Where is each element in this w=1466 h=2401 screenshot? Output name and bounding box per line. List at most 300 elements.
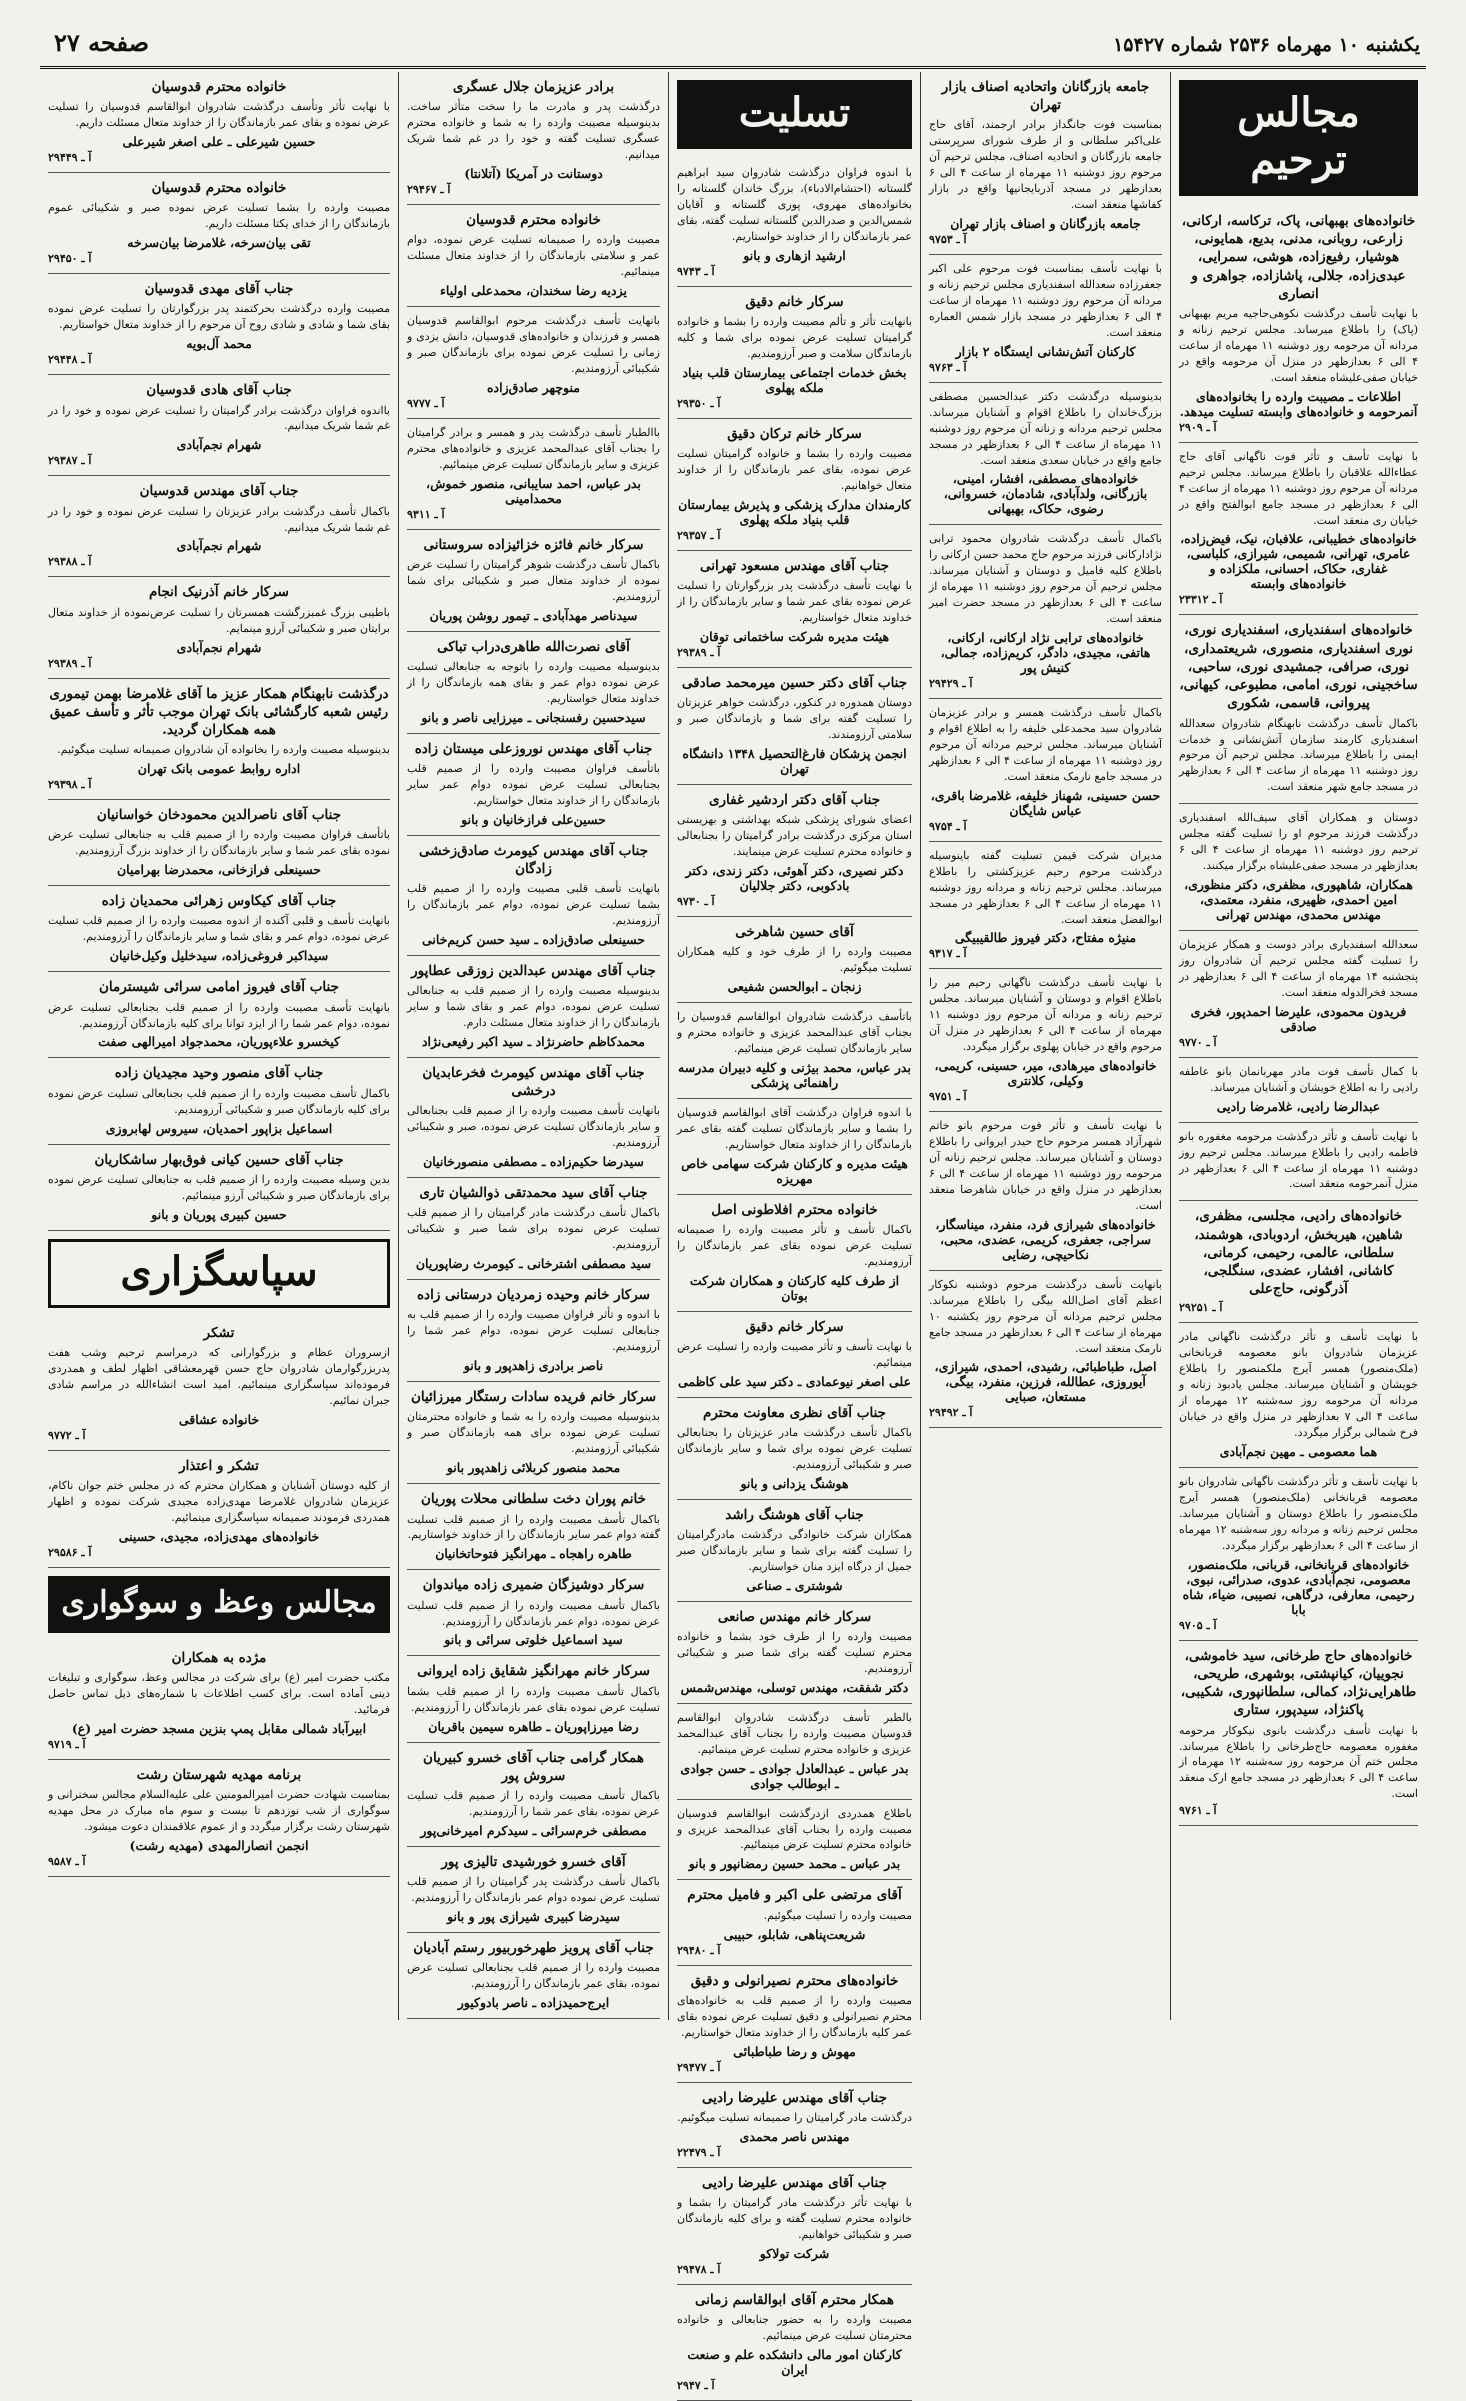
notice-item	[677, 1800, 912, 1881]
notice-body: باکمال تأسف مصیبت وارده را از صمیم قلب بشما تسلیت عرض نموده بقای عمر بازماندگان را آرزومندیم.	[407, 1684, 660, 1714]
notice-code: آ ـ ۲۹۴۸۰	[677, 1943, 721, 1957]
notice-code: آ ـ ۹۷۵۴	[929, 819, 967, 833]
notice-body: باکمال تأسف درگذشت نابهنگام شادروان سعدالله اسفندیاری کارمند سازمان آتش‌نشانی و خدمات ایمنی را باطلاع میرساند. مجلس ترحیم آن مرحوم روز دوشنبه ۱۱ مهرماه از ساعت ۴ الی ۶ بعدازظهر در مسجد جامع شهر منعقد است.	[1179, 716, 1418, 794]
notice-item	[48, 173, 390, 274]
notice-item	[929, 383, 1162, 526]
notice-item	[929, 699, 1162, 842]
notice-body: مکتب حضرت امیر (ع) برای شرکت در مجالس وعظ، سوگواری و تبلیغات دینی آماده است. برای کسب اطلاعات با شماره‌های ذیل تماس حاصل فرمائید.	[48, 1670, 390, 1716]
notice-signature: تقی بیان‌سرخه، غلامرضا بیان‌سرخه	[127, 235, 311, 251]
notice-item	[407, 1570, 660, 1656]
notice-item	[1179, 615, 1418, 804]
notice-body: با نهایت تأسف و تأثر درگذشت ناگهانی مادر عزیزمان شادروان بانو معصومه قربانخانی (ملک‌منصور) همسر آیرج ملکمنصور را باطلاع خویشان و آشنایان میرساند. مجلس یادبود زنانه و مردانه آن مرحومه روز سه‌شنبه ۱۲ مهرماه از ساعت ۴ الی ۷ بعدازظهر در منزل واقع در خیابان فرخ شمالی برگزار میگردد.	[1179, 1330, 1419, 1440]
notice-code: آ ـ ۹۷۱۹	[48, 1737, 86, 1751]
notice-code: آ ـ ۲۹۳۹۸	[48, 778, 92, 792]
notice-body: مصیبت وارده را به حضور جنابعالی و خانواده محترمتان تسلیت عرض مینمائیم.	[677, 2313, 912, 2342]
notice-item	[48, 972, 390, 1058]
notice-signature: زنجان ـ ابوالحسن شفیعی	[727, 978, 862, 994]
notice-item	[407, 205, 660, 307]
notice-signature: سیداکبر فروغی‌زاده، سیدخلیل وکیل‌خانیان	[109, 948, 329, 964]
notice-signature: هیئت مدیره و کارکنان شرکت سهامی خاص مهریزه	[681, 1155, 908, 1186]
notice-body: با نهایت تأسف درگذشت پدر بزرگوارتان را تسلیت عرض نموده بقای عمر شما و سایر بازماندگان را از خداوند متعال خواستاریم.	[677, 578, 912, 624]
notice-title: جناب آقای کیکاوس زهرائی محمدیان زاده	[101, 893, 337, 910]
notice-code: آ ـ ۹۷۵۱	[929, 1090, 967, 1104]
notice-body: بدین وسیله مصیبت وارده را از صمیم قلب به جنابعالی تسلیت عرض نموده برای بازماندگان صبر و شکیبائی آرزو مینمائیم.	[48, 1172, 390, 1202]
notice-title: خانواده محترم افلاطونی اصل	[711, 1201, 878, 1218]
notice-item	[407, 956, 660, 1058]
notice-item	[48, 1760, 390, 1877]
notice-title: سرکار خانم ترکان دقیق	[727, 425, 862, 442]
notice-signature: اطلاعات ـ مصیبت وارده را بخانواده‌های آنمرحومه و خانواده‌های وابسته تسلیت میدهد.	[1179, 388, 1418, 419]
notice-code: آ ـ ۲۹۰۹	[1179, 420, 1217, 434]
notice-item	[407, 1484, 660, 1570]
column-1	[1170, 72, 1426, 2020]
notice-code: آ ـ ۲۹۴۹۲	[929, 1406, 973, 1420]
notice-signature: فریدون محمودی، علیرضا احمدپور، فخری صادقی	[1190, 1003, 1407, 1034]
notice-title: خانواده محترم قدوسیان	[151, 180, 287, 197]
notice-signature: بدر عباس، احمد سایبانی، منصور خموش، محمدامینی	[426, 475, 641, 506]
notice-code: آ ـ ۲۹۴۷۸	[677, 2262, 721, 2276]
notice-title: جناب آقای دکتر حسین میرمحمد صادقی	[681, 674, 908, 691]
notice-item	[407, 1382, 660, 1484]
notice-title: سرکار خانم آذرنیک انجام	[148, 584, 289, 601]
notice-signature: شریعت‌پناهی، شابلو، حبیبی	[723, 1926, 866, 1942]
notice-signature: حسین کبیری پوریان و بانو	[151, 1206, 287, 1222]
notice-signature: ابیرآباد شمالی مقابل پمپ بنزین مسجد حضرت امیر (ع)	[71, 1720, 367, 1736]
notice-body: باطیبی بزرگ غمبزرگشت همسرتان را تسلیت عرض‌نموده از خداوند متعال برایتان صبر و شکیبائی آرزو مینمایم.	[48, 605, 390, 635]
notice-body: بدینوسیله مصیبت وارده را از صمیم قلب به جنابعالی تسلیت عرض نموده، دوام عمر و بقای شما و سایر بازماندگان را از خداوند متعال مسئلت دارم.	[407, 984, 660, 1029]
notice-item	[407, 1280, 660, 1382]
notice-code: آ ـ ۲۹۴۶۷	[407, 182, 451, 196]
notice-title: جناب آقای منصور وحید مجیدیان زاده	[114, 1065, 324, 1082]
notice-signature: خانواده‌های مهدی‌زاده، مجیدی، حسینی	[118, 1528, 320, 1544]
page-number: صفحه ۲۷	[54, 28, 150, 57]
notice-body: باتأسف درگذشت شادروان ابوالقاسم قدوسیان را بجناب آقای عبدالمحمد عزیزی و خانواده محترم و سایر بازماندگان تسلیت عرض مینمائیم.	[677, 1009, 912, 1055]
notice-title: سرکار خانم مهندس صانعی	[717, 1608, 872, 1625]
notice-signature: اسماعیل بزاپور احمدیان، سیروس لهابروزی	[105, 1120, 333, 1136]
notice-body: مصیبت وارده را از طرف خود و کلیه همکاران تسلیت میگوئیم.	[677, 945, 912, 974]
notice-body: با نهایت تأثر درگذشت مادر گرامیتان را بشما و خانواده محترم تسلیت گفته و برای کلیه بازماندگان صبر و شکیبائی خواهانیم.	[677, 2195, 912, 2241]
notice-body: باتأسف فراوان مصیبت وارده را از صمیم قلب بجنابعالی تسلیت عرض نموده دوام عمر سایر بازماندگان را از خداوند متعال خواستاریم.	[407, 761, 660, 807]
notice-signature: شهرام نجم‌آبادی	[176, 639, 262, 655]
notice-signature: بخش خدمات اجتماعی بیمارستان قلب بنیاد ملکه پهلوی	[682, 364, 907, 395]
notice-signature: حسن حسینی، شهناز خلیفه، غلامرضا باقری، عباس شایگان	[930, 787, 1161, 818]
notice-item	[1179, 1468, 1418, 1641]
notice-item	[677, 1602, 912, 1704]
notice-item	[407, 530, 660, 632]
notice-code: آ ـ ۹۷۵۳	[929, 233, 967, 247]
notice-body: با نهایت تأسف بمناسبت فوت مرحوم علی اکبر جعفرزاده سعدالله اسفندیاری مجلس ترحیم زنانه و مردانه آن مرحوم روز دوشنبه ۱۱ مهرماه از ساعت ۴ الی ۶ بعدازظهر در مسجد بازار شمس العماره منعقد است.	[929, 262, 1162, 339]
notice-code: آ ـ ۲۹۴۵۰	[48, 252, 92, 266]
notice-signature: دوستانت در آمریکا (آتلانتا)	[464, 165, 603, 181]
notice-code: آ ـ ۹۳۱۷	[929, 947, 967, 961]
notice-item	[407, 734, 660, 836]
notice-title: جناب آقای سید محمدتقی ذوالشیان تاری	[419, 1185, 648, 1202]
notice-title: جناب آقای هادی قدوسیان	[146, 382, 292, 399]
notice-item	[1179, 443, 1418, 616]
notice-item	[677, 287, 912, 419]
notice-signature: انجمن انصارالمهدی (مهدیه رشت)	[129, 1837, 309, 1853]
notice-title: جناب آقای مهندس نوروزعلی میستان زاده	[414, 740, 653, 757]
notice-item	[48, 886, 390, 972]
notice-body: بانهایت تأسف قلبی مصیبت وارده را از صمیم قلب بشما تسلیت عرض نموده، دوام عمر بازماندگان را آرزومندیم.	[407, 882, 660, 927]
notice-item	[407, 836, 660, 956]
notice-signature: منوچهر صادق‌زاده	[487, 379, 580, 395]
notice-body: مصیبت وارده را صمیمانه تسلیت عرض نموده، دوام عمر و سلامتی بازماندگان را از خداوند متعال مسئلت مینمائیم.	[407, 233, 660, 279]
notice-title: همکار گرامی جناب آقای خسرو کبیریان سروش پور	[423, 1749, 644, 1784]
notice-item	[407, 1178, 660, 1280]
notice-item	[407, 1656, 660, 1742]
notice-signature: کارکنان آتش‌نشانی ایستگاه ۲ بازار	[955, 343, 1136, 359]
notice-signature: بدر عباس، محمد بیژنی و کلیه دبیران مدرسه راهنمائی پزشکی	[678, 1059, 911, 1090]
notice-title: خانواده‌های اسفندیاری، اسفندیاری نوری، نوری اسفندیاری، منصوری، شریعتمداری، نوری، صرافی، جمشیدی نوری، ساحبی، ساخجینی، نوری، امامی، مطبوعی، کیهانی، پیروانی، قاسمی، شکوری	[1179, 622, 1418, 712]
notice-signature: عبدالرضا رادیی، غلامرضا رادیی	[1216, 1098, 1381, 1114]
notice-body: با کمال تأسف فوت مادر مهربانمان بانو عاطفه رادیی را به اطلاع خویشان و آشنایان میرساند.	[1179, 1064, 1418, 1094]
notice-item	[1179, 1323, 1418, 1468]
notice-code: آ ـ ۲۹۴۷۷	[677, 2060, 721, 2074]
notice-body: مدیران شرکت قیمن تسلیت گفته باینوسیله درگذشت مرحوم رحیم عزیزکشتی را باطلاع میرساند. مجلس ترحیم زنانه و مردانه روز دوشنبه ۱۱ مهرماه از ساعت ۴ الی ۶ بعدازظهر در مسجد ابوالفضل منعقد است.	[929, 848, 1163, 926]
notice-body: باکمال تأسف و تأثر مصیبت وارده را صمیمانه تسلیت عرض نموده بقای عمر بازماندگان را آرزومندیم.	[677, 1222, 912, 1268]
notice-body: با اندوه فراوان درگذشت شادروان سید ابراهیم گلستانه (احتشام‌الادباء)، بزرگ خاندان گلستانه را بخانواده‌های مهروی، پوری گلستانه و آقایان شمس‌الدین و صدرالدین گلستانه تسلیت گفته، بقای عمر بازماندگان را از خداوند خواستاریم.	[677, 166, 912, 243]
notice-code: آ ـ ۹۳۱۱	[407, 507, 445, 521]
notice-item	[407, 1847, 660, 1933]
columns	[40, 72, 1426, 2392]
notice-signature: ناصر برادری زاهدپور و بانو	[463, 1358, 604, 1374]
notice-code: آ ـ ۲۲۴۷۹	[677, 2145, 721, 2159]
notice-item	[48, 1058, 390, 1144]
notice-body: همکاران شرکت خانوادگی درگذشت مادرگرامیتان را تسلیت گفته برای شما و سایر بازماندگان صبر جمیل از درگاه ایزد منان خواستاریم.	[677, 1527, 912, 1573]
notice-signature: حسینعلی فرازخانی، محمدرضا بهرامیان	[117, 862, 321, 878]
notice-title: جناب آقای ناصرالدین محمودخان خواسانیان	[96, 807, 342, 824]
notice-title: جناب آقای هوشنگ راشد	[725, 1506, 864, 1523]
notice-body: بانهایت تأسف و قلبی آکنده از اندوه مصیبت وارده را از صمیم قلب تسلیت عرض نموده، دوام عمر و بقای شما و سایر بازماندگان را آرزومندیم.	[48, 914, 390, 944]
notice-signature: همکاران، شاهپوری، مظفری، دکتر منظوری، امین احمدی، ظهیری، منفرد، معتمدی، مهندس محمدی، مهندس تهرانی	[1184, 877, 1413, 922]
notice-item	[407, 307, 660, 419]
notice-item	[1179, 931, 1418, 1058]
notice-item	[407, 1743, 660, 1847]
notice-title: تشکر	[203, 1324, 235, 1341]
column-5	[40, 72, 398, 2020]
notice-signature: حسین‌علی فرازخانیان و بانو	[461, 811, 606, 827]
notice-title: جناب آقای مهندس علیرضا رادیی	[702, 2174, 887, 2191]
column-3	[668, 72, 920, 2392]
notice-item	[48, 1318, 390, 1451]
notice-body: باکمال تأسف مصیبت وارده را از صمیم قلب تسلیت عرض نموده، دوام عمر بازماندگان را آرزومندیم.	[407, 1598, 660, 1628]
notice-code: آ ـ ۲۹۳۸۷	[48, 454, 92, 468]
notice-title: تشکر و اعتذار	[179, 1457, 259, 1474]
notice-title: سرکار خانم فریده سادات رستگار میرزائیان	[410, 1389, 657, 1406]
notice-title: خانواده محترم قدوسیان	[466, 211, 601, 228]
notice-signature: از طرف کلیه کارکنان و همکاران شرکت بوتان	[689, 1272, 900, 1303]
notice-title: خانواده‌های حاج طرخانی، سید خاموشی، نجوییان، کیانپشتی، بوشهری، طریحی، طاهرایی‌نژاد، کمالی، سلطانپوری، شکیبی، پاکنژاد، سیدپور، ستاری	[1180, 1647, 1417, 1719]
notice-item	[677, 2285, 912, 2401]
notice-body: باکمال تأسف مصیبت وارده را از صمیم قلب بجنابعالی تسلیت عرض نموده برای کلیه بازماندگان صبر و شکیبائی آرزومندیم.	[48, 1086, 390, 1116]
notice-signature: سید مصطفی اشترخانی ـ کیومرث رضاپوریان	[415, 1256, 652, 1272]
notice-code: آ ـ ۹۷۷۲	[48, 1428, 86, 1442]
notice-item	[48, 1451, 390, 1568]
masthead	[40, 26, 1426, 69]
notice-item	[677, 1195, 912, 1312]
notice-title: درگذشت نابهنگام همکار عزیز ما آقای غلامرضا بهمن تیموری رئیس شعبه کارگشائی بانک تهران موجب تأثر و تأسف عمیق همه همکاران گردید.	[49, 685, 389, 738]
notice-code: آ ـ ۹۷۶۱	[1179, 1804, 1217, 1818]
notice-item	[407, 419, 660, 530]
notice-signature: مهوش و رضا طباطبائی	[733, 2043, 856, 2059]
notice-title: خانواده محترم قدوسیان	[151, 79, 287, 95]
notice-signature: بدر عباس ـ محمد حسین رمضانپور و بانو	[688, 1856, 901, 1872]
notice-title: جناب آقای مهندس عبدالدین زوزقی عطاپور	[411, 962, 656, 979]
notice-body: با اندوه فراوان درگذشت آقای ابوالقاسم قدوسیان را بشما و سایر بازماندگان تسلیت گفته بقای عمر بازماندگان را از خداوند متعال خواستاریم.	[677, 1105, 912, 1151]
notice-signature: حسین شیرعلی ـ علی اصغر شیرعلی	[122, 134, 316, 150]
notice-item	[677, 159, 912, 287]
notice-body: دوستان همدوره در کنکور، درگذشت خواهر عزیزتان را تسلیت گفته برای شما و بازماندگان صبر و سلامتی آرزومندند.	[677, 696, 912, 741]
notice-item	[677, 1500, 912, 1602]
notice-signature: سیدناصر مهدآبادی ـ تیمور روشن پوریان	[429, 607, 638, 623]
notice-code: آ ـ ۲۹۲۵۱	[1179, 1301, 1223, 1315]
notice-title: جناب آقای نظری معاونت محترم	[703, 1404, 886, 1421]
notice-code: آ ـ ۲۹۳۸۹	[677, 645, 721, 659]
notice-item	[1179, 1123, 1418, 1202]
notice-signature: سیدرضا کبیری شیرازی پور و بانو	[447, 1908, 620, 1924]
notice-body: با نهایت تأسف و تأثر فوت مرحوم بانو خاتم شهرآزاد همسر مرحوم حاج حیدر ایروانی را باطلاع دوستان و آشنایان میرساند. مجلس ترحیم زنانه آن مرحومه روز دوشنبه ۱۱ مهرماه از ساعت ۴ الی ۶ بعدازظهر در منزل واقع در خیابان شاهرضا منعقد است.	[929, 1119, 1163, 1212]
notice-title: سرکار خانم دقیق	[745, 293, 844, 310]
notice-code: آ ـ ۲۹۴۷	[677, 2378, 715, 2392]
notice-item	[407, 1058, 660, 1178]
notice-body: باکمال تأسف مصیبت وارده را از صمیم قلب تسلیت عرض نموده، بقای عمر شما را آرزومندیم.	[407, 1789, 660, 1818]
notice-code: آ ـ ۹۷۶۳	[929, 360, 967, 374]
notice-body: درگذشت مادر گرامیتان را صمیمانه تسلیت میگوئیم.	[677, 2110, 912, 2124]
notice-title: خانم پوران دخت سلطانی محلات پوریان	[421, 1491, 646, 1508]
column-2	[920, 72, 1170, 2020]
notice-item	[1179, 1058, 1418, 1123]
notice-signature: خانواده‌های قربانخانی، قربانی، ملک‌منصور، معصومی، نجم‌آبادی، عدوی، صدرائی، نبوی، رحیمی، معارفی، درگاهی، نصیبی، ضیاء، شاه بابا	[1182, 1556, 1415, 1617]
notice-title: آقای نصرت‌الله طاهری‌دراب تباکی	[437, 638, 630, 655]
notice-signature: هما معصومی ـ مهین نجم‌آبادی	[1219, 1444, 1378, 1460]
notice-signature: شرکت تولاکو	[759, 2245, 830, 2261]
notice-signature: مصطفی خرم‌سرائی ـ سیدکرم امیرخانی‌پور	[420, 1822, 647, 1838]
notice-body: باطلاع همدردی ازدرگذشت ابوالقاسم قدوسیان مصیبت وارده را بجناب آقای عبدالمحمد عزیزی و خانواده محترم تسلیت عرض مینمائیم.	[677, 1806, 912, 1852]
notice-body: مصیبت وارده را بشما و خانواده گرامیتان تسلیت عرض نموده، بقای عمر بازماندگان را از خداوند متعال خواهانیم.	[677, 446, 912, 492]
notice-title: همکار محترم آقای ابوالقاسم زمانی	[695, 2291, 894, 2308]
notice-signature: دکتر شفقت، مهندس توسلی، مهندس‌شمس	[680, 1679, 909, 1695]
notice-code: آ ـ ۲۹۴۴۹	[48, 151, 92, 165]
notice-body: با نهایت تأسف و تأثر درگذشت ناگهانی شادروان بانو معصومه قربانخانی (ملک‌منصور) همسر آیرج ملک‌منصور را باطلاع دوستان و آشنایان میرساند. مجلس ترحیم زنانه و مردانه روز سه‌شنبه ۱۲ مهرماه از ساعت ۴ الی ۶ بعدازظهر برگزار میگردد.	[1179, 1475, 1418, 1552]
notice-signature: جامعه بازرگانان و اصناف بازار تهران	[950, 216, 1141, 232]
notice-body: باکمال تأسف درگذشت شادروان محمود ترابی نژادارکانی فرزند مرحوم حاج محمد حسن ارکانی را باطلاع کلیه فامیل و دوستان و آشنایان میرساند. مجلس ترحیم آن مرحوم روز دوشنبه ۱۱ مهرماه از ساعت ۴ الی ۶ بعدازظهر در مسجد حضرت امیر منعقد است.	[929, 532, 1163, 626]
notice-code: آ ـ ۹۷۷۰	[1179, 1035, 1217, 1049]
notice-item	[1179, 804, 1418, 931]
notice-body: بانهایت تأثر و تألم مصیبت وارده را بشما و خانواده گرامیتان تسلیت عرض نموده برای شما و کلیه بازماندگان سلامت و صبر آرزومندیم.	[677, 314, 912, 360]
notice-item	[48, 476, 390, 577]
notice-title: خانواده‌های محترم نصیرانولی و دقیق	[690, 1972, 899, 1989]
notice-title: جناب آقای دکتر اردشیر غفاری	[708, 791, 881, 808]
notice-body: با نهایت تأسف و تأثر مصیبت وارده را تسلیت عرض مینمائیم.	[677, 1339, 912, 1369]
notice-body: مصیبت وارده را تسلیت میگوئیم.	[763, 1908, 912, 1922]
notice-body: با اندوه و تأثر فراوان مصیبت وارده را از صمیم قلب به جنابعالی تسلیت عرض نموده، دوام عمر شما را آرزومندیم.	[407, 1308, 660, 1354]
notice-title: خانواده‌های رادیی، مجلسی، مظفری، شاهین، هیربخش، اردوبادی، هوشمند، سلطانی، عالمی، رحیمی، کرمانی، کاشانی، افشار، عضدی، سنگلجی، آذرگونی، حاج‌علی	[1194, 1208, 1403, 1298]
heading-sepasgozari: سپاسگزاری	[48, 1239, 390, 1308]
notice-body: اعضای شورای پزشکی شبکه بهداشتی و بهزیستی استان مرکزی درگذشت برادر گرامیتان را بجنابعالی و خانواده محترم تسلیت عرض مینمایند.	[677, 813, 912, 858]
notice-body: بدینوسیله مصیبت وارده را به شما و خانواده محترمتان تسلیت عرض نموده برای همه بازماندگان صبر و شکیبائی آرزومندیم.	[407, 1410, 660, 1456]
notice-body: باالطبار تأسف درگذشت پدر و همسر و برادر گرامیتان را بجناب آقای عبدالمحمد عزیزی و خانواده‌های محترم عزیزی و سایر بازماندگان تسلیت عرض مینمائیم.	[407, 425, 660, 471]
notice-title: جناب آقای مهندس قدوسیان	[139, 483, 299, 500]
notice-title: خانواده‌های بهبهانی، پاک، ترکاسه، ارکانی، زارعی، روبانی، مدنی، بدیع، همایونی، هوشیار، رفیع‌زاده، هوشی، سمرایی، عبدی‌زاده، جلالی، پاشا‌زاده، جواهری و انصاری	[1181, 213, 1416, 302]
notice-code: آ ـ ۹۵۸۷	[48, 1854, 86, 1868]
notice-body: باکمال تأسف مصیبت وارده را از صمیم قلب تسلیت گفته دوام عمر سایر بازماندگان را از خداوند خواستاریم.	[407, 1512, 660, 1542]
notice-signature: کارمندان مدارک پزشکی و پذیرش بیمارستان قلب بنیاد ملکه پهلوی	[678, 496, 911, 527]
notice-signature: اصل، طباطبائی، رشیدی، احمدی، شیرازی، آیوروزی، عطالله، فرزین، منفرد، بیگی، مستعان، صبایی	[934, 1359, 1157, 1405]
notice-code: آ ـ ۲۹۵۸۶	[48, 1545, 92, 1559]
notice-item	[677, 2168, 912, 2285]
notice-body: بدینوسیله مصیبت وارده را بخانواده آن شادروان صمیمانه تسلیت میگوئیم.	[57, 743, 390, 757]
notice-body: بانهایت تأسف درگذشت مرحوم ذوشنبه نکوکار اعظم آقای اصل‌الله بیگی را باطلاع میرساند. مجلس ترحیم مردانه آن مرحوم روز یکشنبه ۱۰ مهرماه از ساعت ۴ الی ۶ بعدازظهر در مسجد جامع نارمک منعقد است.	[929, 1277, 1162, 1355]
notice-item	[677, 785, 912, 917]
notice-title: جناب آقای مهندس مسعود تهرانی	[700, 557, 889, 574]
notice-body: مصیبت وارده درگذشت بحرکتمند پدر بزرگوارتان را تسلیت عرض نموده بقای شما و شادی و شادی روح آن مرحوم را از خداوند متعال خواستاریم.	[48, 302, 390, 332]
notice-signature: دکتر نصیری، دکتر آهوئی، دکتر زندی، دکتر بادکوبی، دکتر جلالیان	[685, 862, 904, 893]
notice-signature: کیخسرو علاءپوریان، محمدجواد امیرالهی صفت	[98, 1034, 340, 1050]
notice-item	[929, 72, 1162, 255]
notice-item	[929, 255, 1162, 383]
notice-item	[1179, 1641, 1418, 1827]
notice-signature: کارکنان امور مالی دانشکده علم و صنعت ایران	[687, 2346, 902, 2377]
notice-body: باکمال تأسف درگذشت مادر گرامیتان را از صمیم قلب تسلیت عرض نموده برای شما صبر و شکیبائی آرزومندیم.	[407, 1206, 660, 1252]
notice-signature: سیدرضا حکیم‌زاده ـ مصطفی منصورخانیان	[423, 1154, 644, 1170]
notice-signature: بدر عباس ـ عبدالعادل جوادی ـ حسن جوادی ـ ابوطالب جوادی	[680, 1760, 909, 1791]
notice-body: بدینوسیله مصیبت وارده را باتوجه به جنابعالی تسلیت عرض نموده دوام عمر و بقای همه بازماندگان را از خداوند متعال خواستاریم.	[407, 659, 660, 705]
notice-signature: اداره روابط عمومی بانک تهران	[137, 761, 301, 777]
notice-item	[1179, 206, 1418, 443]
notice-body: با نهایت تأسف درگذشت نکوهی‌حاجیه مریم بهبهانی (پاک) را باطلاع میرساند. مجلس ترحیم زنانه و مردانه آن مرحومه روز دوشنبه ۱۱ مهرماه از ساعت ۴ الی ۶ بعدازظهر در منزل آن مرحومه واقع در خیابان صفی‌علیشاه منعقد است.	[1179, 307, 1418, 384]
notice-item	[677, 1966, 912, 2083]
notice-title: جامعه بازرگانان واتحادیه اصناف بازار تهران	[941, 79, 1150, 114]
notice-item	[929, 1271, 1162, 1429]
notice-body: بدینوسیله درگذشت دکتر عبدالحسین مصطفی بزرگ‌خاندان را باطلاع اقوام و آشنایان میرساند. مجلس ترحیم مردانه و زنانه آن مرحوم روز دوشنبه ۱۱ مهرماه از ساعت ۴ الی ۶ بعدازظهر در مسجد جامع واقع در خیابان سعدی منعقد است.	[929, 389, 1163, 467]
notice-item	[677, 419, 912, 551]
notice-code: آ ـ ۹۷۳۰	[677, 894, 715, 908]
notice-signature: محمدکاظم حاضرنژاد ـ سید اکبر رفیعی‌نژاد	[421, 1033, 645, 1049]
notice-body: بالطبر تأسف درگذشت شادروان ابوالقاسم قدوسیان مصیبت وارده را بجناب آقای عبدالمحمد عزیزی و خانواده محترم تسلیت عرض مینمائیم.	[677, 1710, 912, 1756]
notice-signature: سید اسماعیل خلوتی سرائی و بانو	[444, 1632, 623, 1648]
notice-title: سرکار خانم وحیده زمردیان درستانی زاده	[416, 1287, 650, 1304]
notice-signature: خانواده‌های ترابی نژاد ارکانی، ارکانی، هاتفی، مجیدی، دادگر، کریم‌زاده، جمالی، کنیش پور	[940, 630, 1151, 676]
notice-item	[48, 1145, 390, 1231]
notice-title: جناب آقای مهندس کیومرث صادق‌زخشی زادگان	[418, 842, 649, 877]
notice-title: جناب آقای حسین کیانی فوق‌بهار ساشکاریان	[94, 1151, 344, 1168]
notice-body: باکمال تأسف درگذشت برادر عزیزتان را تسلیت عرض نموده و خود را در غم شما شریک میدانیم.	[48, 504, 390, 534]
notice-item	[677, 1003, 912, 1099]
notice-code: آ ـ ۹۷۴۳	[677, 264, 715, 278]
notice-item	[677, 668, 912, 785]
notice-signature: خانواده‌های شیرازی فرد، منفرد، میناسگار، سراجی، جعفری، کریمی، عضدی، محبی، نکاحیچی، رضایی	[935, 1216, 1156, 1262]
notice-title: جناب آقای فیروز امامی سرائی شیسترمان	[99, 979, 339, 996]
notice-item	[677, 551, 912, 668]
notice-item	[677, 1398, 912, 1500]
notice-item	[677, 1880, 912, 1965]
notice-item	[48, 577, 390, 678]
notice-item	[48, 72, 390, 173]
notice-signature: هوشنگ یزدانی و بانو	[740, 1475, 849, 1491]
notice-title: مژده به همکاران	[171, 1649, 267, 1666]
notice-body: سعدالله اسفندیاری برادر دوست و همکار عزیزمان را تسلیت گفته مجلس ترحیم آن شادروان روز پنجشنبه ۱۴ مهرماه از ساعت ۴ الی ۶ بعدازظهر در مسجد فخرالدوله منعقد است.	[1179, 938, 1419, 999]
notice-title: برنامه مهدیه شهرستان رشت	[136, 1766, 302, 1783]
notice-code: آ ـ ۲۹۳۸۸	[48, 555, 92, 569]
notice-signature: ایرج‌حمیدزاده ـ ناصر بادوکیور	[457, 1995, 610, 2011]
notice-title: آقای حسین شاهرخی	[735, 923, 854, 940]
notice-signature: حسینعلی صادق‌زاده ـ سید حسن کریم‌خانی	[421, 931, 646, 947]
notice-body: درگذشت پدر و مادرت ما را سخت متأثر ساخت. بدینوسیله مصیبت وارده را به شما و خانواده محترم عسگری تسلیت گفته و خود را در غم شما شریک میدانیم.	[407, 100, 660, 162]
notice-body: مصیبت وارده را از صمیم قلب به خانواده‌های محترم نصیرانولی و دقیق تسلیت عرض نموده بقای عمر کلیه بازماندگان را از خداوند متعال خواستاریم.	[677, 1993, 912, 2039]
notice-title: جناب آقای پرویز طهرخوربیور رستم آبادیان	[413, 1939, 654, 1956]
notice-code: آ ـ ۲۳۳۱۲	[1179, 593, 1223, 607]
notice-item	[677, 2083, 912, 2168]
notice-item	[48, 1643, 390, 1760]
notice-signature: شهرام نجم‌آبادی	[176, 437, 262, 453]
notice-body: با نهایت تأسف درگذشت ناگهانی رحیم میر را باطلاع اقوام و دوستان و آشنایان میرساند. مجلس ترحیم زنانه و مردانه آن مرحوم روز دوشنبه ۱۱ مهرماه از ساعت ۴ الی ۶ بعدازظهر در منزل آن مرحوم واقع در خیابان پهلوی برگزار میگردد.	[929, 976, 1162, 1054]
date-line: یکشنبه ۱۰ مهرماه ۲۵۳۶ شماره ۱۵۴۲۷	[1113, 34, 1420, 56]
notice-body: بانهایت تأسف درگذشت مرحوم ابوالقاسم قدوسیان همسر و فرزندان و خانواده‌های قدوسیان، دانش یزدی و زمانی را تسلیت عرض نموده برای بازماندگان صبر و شکیبائی آرزومندیم.	[407, 314, 660, 375]
notice-item	[929, 842, 1162, 970]
notice-item	[48, 800, 390, 886]
notice-item	[677, 1312, 912, 1398]
notice-item	[407, 1933, 660, 2019]
notice-signature: خانواده‌های خطیبانی، علافبان، نیک، فیض‌زاده، عامری، تهرانی، شمیمی، شیرازی، کلباسی، غفاری، حکاک، احسانی، ملکزاده و خانواده‌های وابسته	[1180, 531, 1417, 592]
notice-title: جناب آقای مهندس علیرضا رادیی	[702, 2089, 887, 2106]
notice-body: دوستان و همکاران آقای سیف‌الله اسفندیاری درگذشت فرزند مرحوم او را تسلیت گفته مجلس ترحیم روز دوشنبه ۱۱ مهرماه از ساعت ۴ الی ۶ بعدازظهر در مسجد صفی‌علیشاه برگزار میکنند.	[1179, 811, 1418, 873]
notice-body: با نهایت تأسف و تأثر درگذشت مرحومه مغفوره بانو فاطمه رادیی را باطلاع میرساند. مجلس ترحیم روز دوشنبه ۱۱ مهرماه از ساعت ۴ الی ۶ بعدازظهر در منزل آنمرحومه منعقد است.	[1179, 1129, 1419, 1191]
notice-signature: علی اصغر نیوعمادی ـ دکتر سید علی کاظمی	[677, 1373, 912, 1389]
notice-item	[677, 1704, 912, 1800]
heading-majales-vaz: مجالس وعظ و سوگواری	[48, 1576, 390, 1633]
notice-body: باکمال تأسف درگذشت پدر گرامیتان را از صمیم قلب تسلیت عرض نموده دوام عمر بازماندگان را آرزومندیم.	[407, 1875, 660, 1905]
notice-signature: مهندس ناصر محمدی	[739, 2128, 850, 2144]
notice-title: سرکار خانم مهرانگیز شقایق زاده ایروانی	[417, 1663, 650, 1680]
notice-title: جناب آقای مهندس کیومرث فخرعابدیان درخشی	[422, 1064, 645, 1100]
notice-body: بمناسبت فوت جانگداز برادر ارجمند، آقای حاج علی‌اکبر سلطانی و از طرف شورای سرپرستی جامعه بازرگانان و اتحادیه اصناف، مجلس ترحیم آن مرحوم روز دوشنبه ۱۱ مهرماه از ساعت ۴ الی ۶ بعدازظهر در مسجد آذربایجانیها واقع در بازار کفاشها منعقد است.	[929, 118, 1162, 212]
notice-title: سرکار خانم فائزه خزائیزاده سروستانی	[423, 536, 644, 553]
notice-item	[48, 274, 390, 375]
notice-item	[48, 375, 390, 476]
notice-signature: خانواده‌های مصطفی، افشار، امینی، بازرگانی، ولدآبادی، شادمان، خسروانی، رضوی، حکاک، بهبهانی	[943, 471, 1148, 517]
notice-signature: محمد آل‌بویه	[186, 336, 252, 352]
notice-title: آقای مرتضی علی اکبر و فامیل محترم	[687, 1887, 902, 1904]
notice-body: با نهایت تأسف درگذشت بانوی نیکوکار مرحومه مغفوره معصومه حاج‌طرخانی را باطلاع میرساند. مجلس ختم آن مرحومه روز سه‌شنبه ۱۲ مهرماه از ساعت ۴ الی ۶ بعدازظهر در مسجد جامع ارک منعقد است.	[1179, 1723, 1418, 1801]
notice-code: آ ـ ۲۹۳۸۹	[48, 656, 92, 670]
notice-body: با نهایت تأثر وتأسف درگذشت شادروان ابوالقاسم قدوسیان را تسلیت عرض نموده و بقای عمر بازماندگان را از خداوند متعال مسئلت داریم.	[48, 100, 390, 130]
notice-signature: ارشید ازهاری و بانو	[743, 247, 846, 263]
column-4	[398, 72, 668, 2020]
notice-signature: شوشتری ـ صناعی	[746, 1577, 843, 1593]
notice-body: از کلیه دوستان آشنایان و همکاران محترم که در مجلس ختم جوان ناکام، عزیزمان شادروان غلامرضا مهدی‌زاده مجیدی شرکت نموده و اظهار همدردی فرمودند صمیمانه سپاسگزاری مینمائیم.	[48, 1478, 390, 1524]
notice-signature: خانواده عشاقی	[178, 1411, 260, 1427]
notice-code: آ ـ ۲۹۳۵۰	[677, 396, 721, 410]
notice-body: باتأسف فراوان مصیبت وارده را از صمیم قلب به جنابعالی تسلیت عرض نموده بقای عمر شما و سایر بازماندگان را از خداوند بزرگ آرزومندیم.	[48, 828, 390, 858]
notice-code: آ ـ ۹۷۷۷	[407, 396, 445, 410]
notice-signature: منیژه مفتاح، دکتر فیروز طالقیبیگی	[954, 930, 1137, 946]
notice-code: آ ـ ۲۹۴۲۹	[929, 677, 973, 691]
notice-code: آ ـ ۲۹۴۴۸	[48, 353, 92, 367]
notice-signature: طاهره راهجاه ـ مهرانگیز فتوحاتخانیان	[435, 1546, 632, 1562]
notice-item	[48, 679, 390, 801]
notice-signature: یزدیه رضا سخندان، محمدعلی اولیاء	[440, 283, 627, 298]
notice-item	[407, 632, 660, 734]
notice-signature: شهرام نجم‌آبادی	[176, 538, 262, 554]
notice-body: ازسروران عظام و بزرگوارانی که درمراسم ترحیم وشب هفت پدربزرگوارمان شادروان حاج حسن قهرمعشاقی اظهار لطف و همدردی فرموده‌اند سپاسگزاری مینمائیم. امید است انشاءالله در مراسم شادی جبران نمائیم.	[48, 1345, 390, 1407]
heading-majales-tarhim: مجالس ترحیم	[1179, 80, 1418, 196]
notice-item	[407, 72, 660, 205]
notice-body: بمناسبت شهادت حضرت امیرالمومنین علی علیه‌السلام مجالس سخنرانی و سوگواری از شب نوزدهم تا بیست و سوم ماه مبارک در محل مهدیه شهرستان رشت برگزار میگردد و از عموم علاقمندان دعوت میشود.	[48, 1787, 390, 1833]
notice-item	[929, 1112, 1162, 1271]
notice-body: بانهایت تأسف مصیبت وارده را از صمیم قلب بجنابعالی تسلیت عرض نموده، دوام عمر شما را از ایزد توانا برای کلیه بازماندگان آرزومندیم.	[48, 1000, 390, 1030]
notice-signature: انجمن پزشکان فارغ‌التحصیل ۱۳۴۸ دانشگاه تهران	[682, 745, 907, 776]
